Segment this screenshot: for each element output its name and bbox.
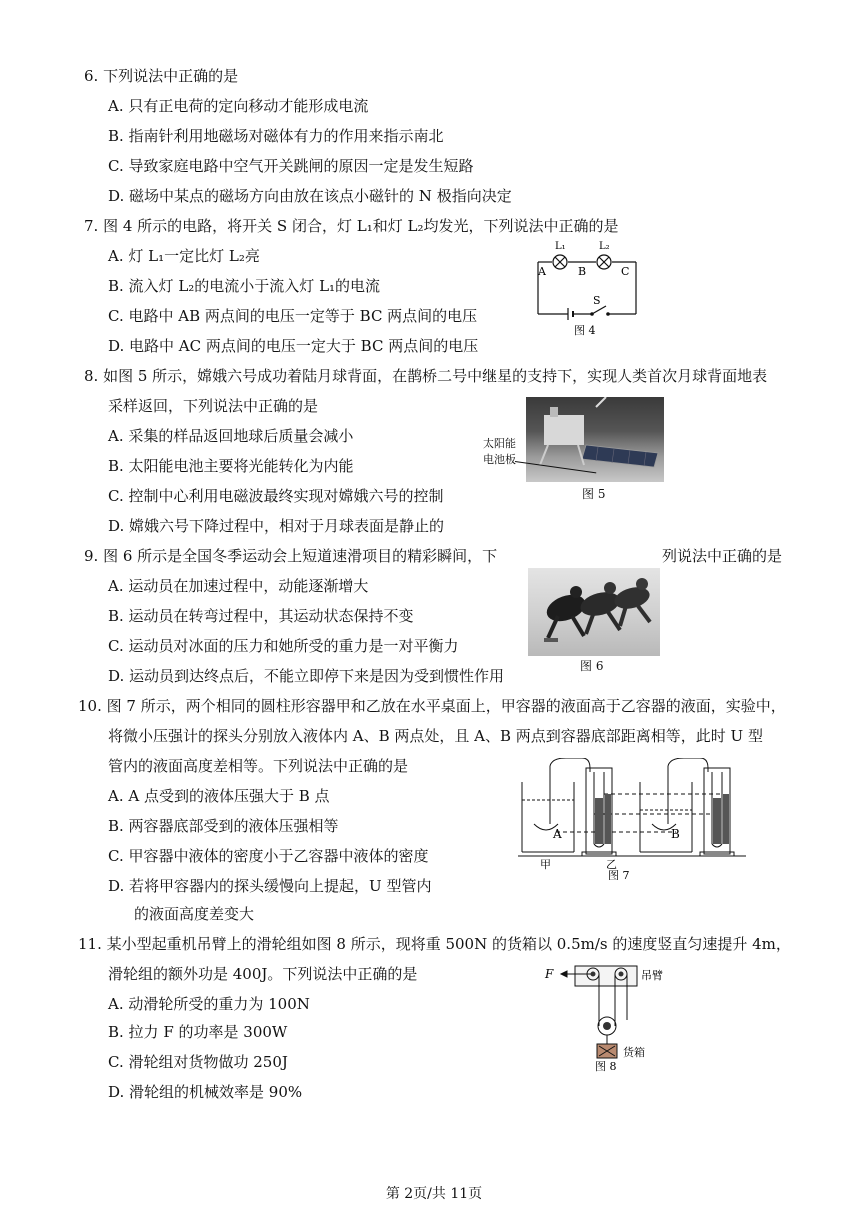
q9-option-c: C. 运动员对冰面的压力和她所受的重力是一对平衡力 xyxy=(108,637,459,655)
fig8-caption: 图 8 xyxy=(595,1060,617,1073)
fig4-a-label: A xyxy=(538,265,546,278)
q8-stem: 8. 如图 5 所示，嫦娥六号成功着陆月球背面，在鹊桥二号中继星的支持下，实现人类首次月球背面地表 xyxy=(84,367,768,385)
q11-option-b: B. 拉力 F 的功率是 300W xyxy=(108,1023,288,1041)
q6-option-c: C. 导致家庭电路中空气开关跳闸的原因一定是发生短路 xyxy=(108,157,474,175)
fig4-l1-label: L₁ xyxy=(555,241,566,252)
q9-option-b: B. 运动员在转弯过程中，其运动状态保持不变 xyxy=(108,607,414,625)
q9-option-d: D. 运动员到达终点后，不能立即停下来是因为受到惯性作用 xyxy=(108,667,505,685)
fig5-caption: 图 5 xyxy=(582,487,606,501)
fig4-l2-label: L₂ xyxy=(599,241,610,252)
fig4-s-label: S xyxy=(593,294,601,307)
q7-option-b: B. 流入灯 L₂的电流小于流入灯 L₁的电流 xyxy=(108,277,381,295)
q6-option-b: B. 指南针利用地磁场对磁体有力的作用来指示南北 xyxy=(108,127,444,145)
q8-option-d: D. 嫦娥六号下降过程中，相对于月球表面是静止的 xyxy=(108,517,445,535)
q8-stem-cont: 采样返回，下列说法中正确的是 xyxy=(108,397,319,415)
fig7-point-a: A xyxy=(553,827,562,841)
fig4-c-label: C xyxy=(621,265,630,278)
fig6-caption: 图 6 xyxy=(580,659,604,673)
fig7-container-yi: 乙 xyxy=(606,858,617,871)
fig7-container-jia: 甲 xyxy=(540,858,551,871)
fig4-caption: 图 4 xyxy=(574,324,596,337)
q11-stem: 11. 某小型起重机吊臂上的滑轮组如图 8 所示，现将重 500N 的货箱以 0.5m/s 的速度竖直匀速提升 4m， xyxy=(78,935,791,953)
q11-option-d: D. 滑轮组的机械效率是 90% xyxy=(108,1083,303,1101)
q10-option-d-cont: 的液面高度差变大 xyxy=(134,905,255,923)
q8-option-b: B. 太阳能电池主要将光能转化为内能 xyxy=(108,457,354,475)
q7-option-d: D. 电路中 AC 两点间的电压一定大于 BC 两点间的电压 xyxy=(108,337,479,355)
q11-option-c: C. 滑轮组对货物做功 250J xyxy=(108,1053,288,1071)
fig5-label-panel: 电池板 xyxy=(483,453,516,466)
q10-stem-cont2: 管内的液面高度差相等。下列说法中正确的是 xyxy=(108,757,409,775)
q11-stem-cont: 滑轮组的额外功是 400J。下列说法中正确的是 xyxy=(108,965,418,983)
q10-option-c: C. 甲容器中液体的密度小于乙容器中液体的密度 xyxy=(108,847,429,865)
fig7-caption: 图 7 xyxy=(608,869,630,880)
q9-stem-end: 列说法中正确的是 xyxy=(662,547,783,565)
q6-stem: 6. 下列说法中正确的是 xyxy=(84,67,239,85)
q10-option-b: B. 两容器底部受到的液体压强相等 xyxy=(108,817,339,835)
q7-option-a: A. 灯 L₁一定比灯 L₂亮 xyxy=(108,247,260,265)
q10-option-d: D. 若将甲容器内的探头缓慢向上提起，U 型管内 xyxy=(108,877,432,895)
fig5-label-solar: 太阳能 xyxy=(483,437,516,450)
q11-option-a: A. 动滑轮所受的重力为 100N xyxy=(108,995,310,1013)
q8-option-a: A. 采集的样品返回地球后质量会减小 xyxy=(108,427,354,445)
figure-7-pressure-gauges xyxy=(516,758,748,880)
figure-8-pulley-system xyxy=(543,962,673,1074)
q8-option-c: C. 控制中心利用电磁波最终实现对嫦娥六号的控制 xyxy=(108,487,444,505)
q7-option-c: C. 电路中 AB 两点间的电压一定等于 BC 两点间的电压 xyxy=(108,307,478,325)
figure-6-skaters-photo xyxy=(528,568,660,656)
q7-stem: 7. 图 4 所示的电路，将开关 S 闭合，灯 L₁和灯 L₂均发光，下列说法中正确的是 xyxy=(84,217,619,235)
q6-option-a: A. 只有正电荷的定向移动才能形成电流 xyxy=(108,97,369,115)
fig4-b-label: B xyxy=(578,265,587,278)
page-number: 第 2页/共 11页 xyxy=(385,1186,483,1202)
fig8-arm-label: 吊臂 xyxy=(641,969,663,982)
q10-stem: 10. 图 7 所示，两个相同的圆柱形容器甲和乙放在水平桌面上，甲容器的液面高于乙容器的液面，实验中， xyxy=(78,697,786,715)
q6-option-d: D. 磁场中某点的磁场方向由放在该点小磁针的 N 极指向决定 xyxy=(108,187,512,205)
q9-option-a: A. 运动员在加速过程中，动能逐渐增大 xyxy=(108,577,369,595)
fig8-force-f: F xyxy=(545,967,554,981)
fig7-point-b: B xyxy=(671,827,680,841)
fig8-box-label: 货箱 xyxy=(623,1046,645,1059)
figure-5-lander-photo xyxy=(526,397,664,482)
q9-stem: 9. 图 6 所示是全国冬季运动会上短道速滑项目的精彩瞬间，下 xyxy=(84,547,498,565)
figure-4-circuit xyxy=(530,236,650,340)
q10-option-a: A. A 点受到的液体压强大于 B 点 xyxy=(108,787,330,805)
q10-stem-cont1: 将微小压强计的探头分别放入液体内 A、B 两点处，且 A、B 两点到容器底部距离相等，此时 U 型 xyxy=(108,727,763,745)
